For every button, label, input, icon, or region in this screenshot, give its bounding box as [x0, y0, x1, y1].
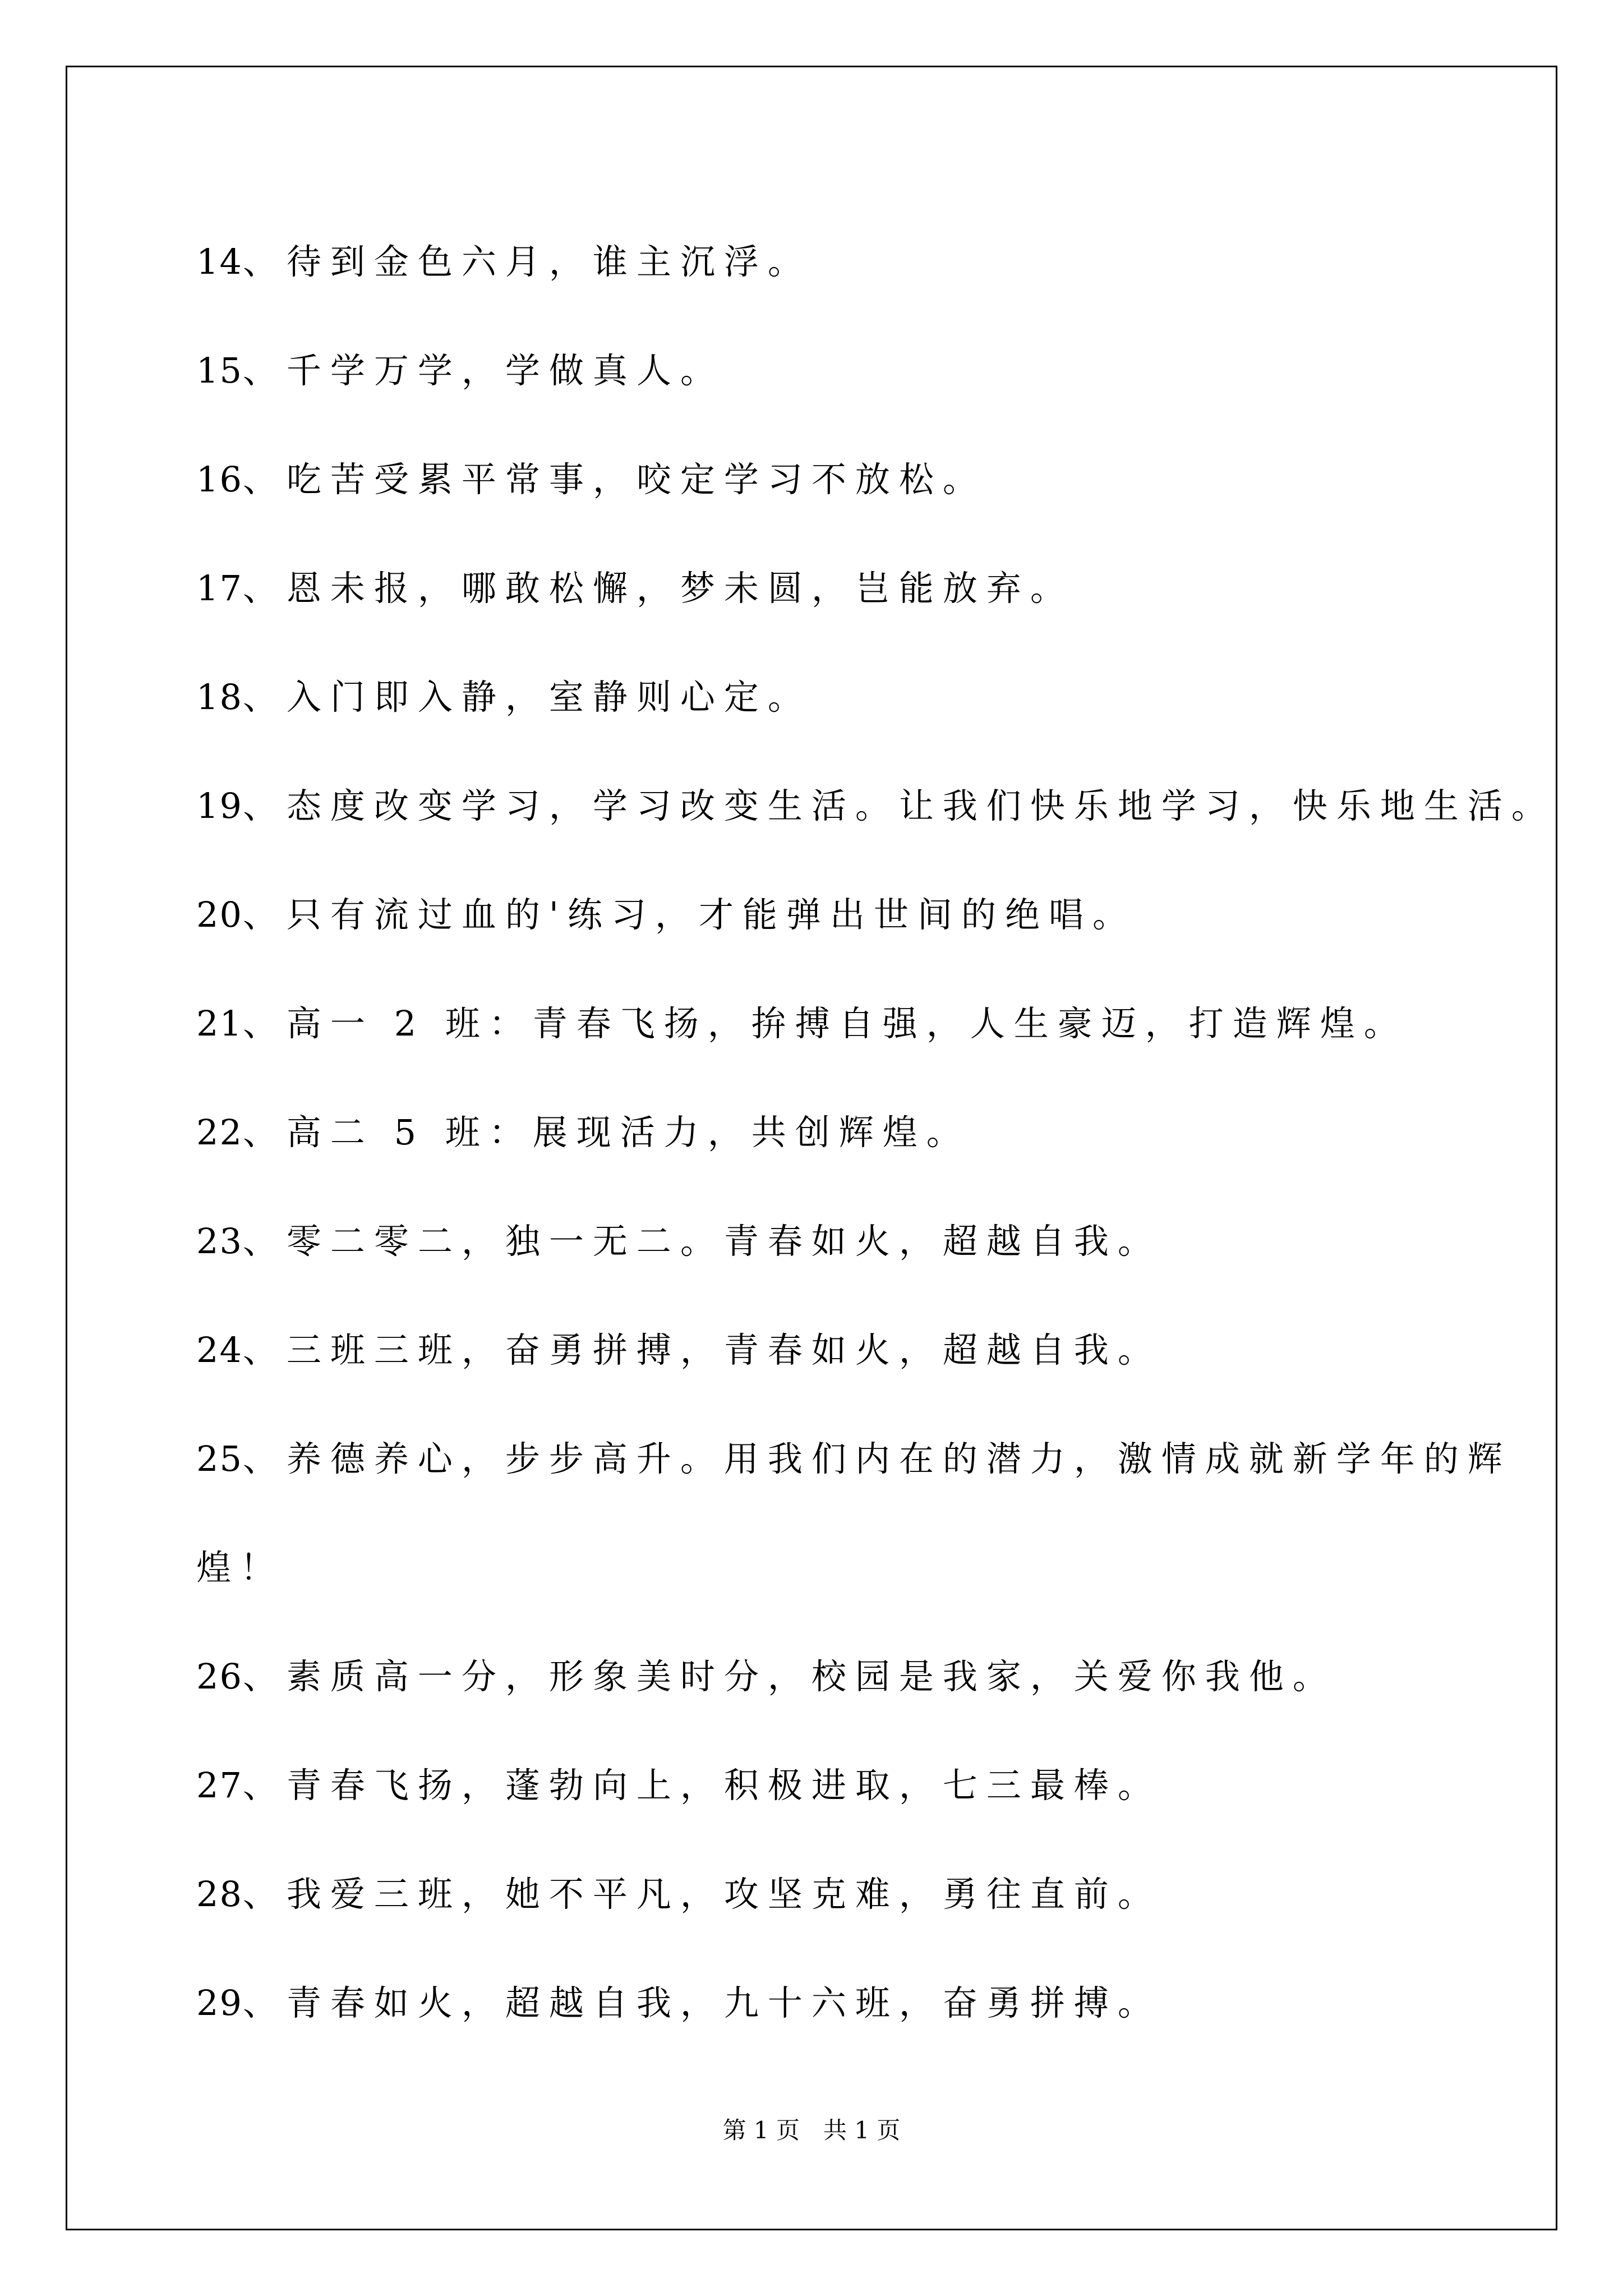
- list-item: [196, 1622, 1464, 1731]
- list-item: [196, 1731, 1464, 1840]
- list-item: [196, 1187, 1464, 1296]
- item-text: 、待到金色六月，谁主沉浮。: [242, 241, 811, 282]
- item-number: 23: [196, 1221, 243, 1262]
- item-number: 17: [196, 568, 243, 609]
- page-total: 共 1 页: [823, 2116, 901, 2144]
- item-text: 、态度改变学习，学习改变生活。让我们快乐地学习，快乐地生活。: [242, 785, 1555, 826]
- item-number: 22: [196, 1112, 243, 1153]
- item-number: 18: [196, 677, 243, 717]
- list-item: [196, 643, 1464, 752]
- item-number: 20: [196, 894, 243, 935]
- item-text: 、三班三班，奋勇拼搏，青春如火，超越自我。: [242, 1329, 1161, 1370]
- list-item: [196, 316, 1464, 425]
- item-text: 、养德养心，步步高升。用我们内在的潜力，激情成就新学年的辉: [242, 1438, 1511, 1479]
- item-text: 、素质高一分，形象美时分，校园是我家，关爱你我他。: [242, 1656, 1336, 1697]
- item-text: 、零二零二，独一无二。青春如火，超越自我。: [242, 1221, 1161, 1262]
- item-text: 、恩未报，哪敢松懈，梦未圆，岂能放弃。: [242, 568, 1074, 609]
- list-item: [196, 861, 1464, 969]
- list-item: [196, 752, 1555, 861]
- list-item: [196, 1405, 1511, 1513]
- list-item: [196, 208, 1464, 316]
- list-item: [196, 1949, 1464, 2058]
- document-body: [196, 208, 1555, 2058]
- item-text: 、入门即入静，室静则心定。: [242, 677, 811, 717]
- item-number: 14: [196, 241, 243, 282]
- item-number: 28: [196, 1874, 243, 1915]
- list-item: [196, 534, 1464, 643]
- list-item: [196, 969, 1464, 1078]
- page-footer: [0, 2114, 1623, 2147]
- item-text: 、青春飞扬，蓬勃向上，积极进取，七三最棒。: [242, 1765, 1161, 1806]
- item-number: 19: [196, 785, 243, 826]
- item-text: 、千学万学，学做真人。: [242, 350, 724, 391]
- item-text: 、高二 5 班：展现活力，共创辉煌。: [242, 1112, 970, 1153]
- list-item: [196, 1296, 1464, 1405]
- item-text: 、吃苦受累平常事，咬定学习不放松。: [242, 459, 986, 500]
- list-item: [196, 425, 1464, 534]
- list-item-continuation: [196, 1513, 1464, 1622]
- item-number: 27: [196, 1765, 243, 1806]
- item-text: 、只有流过血的'练习，才能弹出世间的绝唱。: [242, 894, 1136, 935]
- item-number: 24: [196, 1329, 243, 1370]
- item-number: 29: [196, 1982, 243, 2023]
- item-number: 15: [196, 350, 243, 391]
- item-text: 、高一 2 班：青春飞扬，拚搏自强，人生豪迈，打造辉煌。: [242, 1003, 1408, 1044]
- list-item: [196, 1078, 1464, 1187]
- item-number: 25: [196, 1438, 243, 1479]
- page-number: 第 1 页: [722, 2116, 800, 2144]
- item-number: 26: [196, 1656, 243, 1697]
- item-text: 煌！: [196, 1547, 284, 1588]
- item-number: 16: [196, 459, 243, 500]
- item-number: 21: [196, 1003, 243, 1044]
- item-text: 、青春如火，超越自我，九十六班，奋勇拼搏。: [242, 1982, 1161, 2023]
- list-item: [196, 1840, 1464, 1949]
- item-text: 、我爱三班，她不平凡，攻坚克难，勇往直前。: [242, 1874, 1161, 1915]
